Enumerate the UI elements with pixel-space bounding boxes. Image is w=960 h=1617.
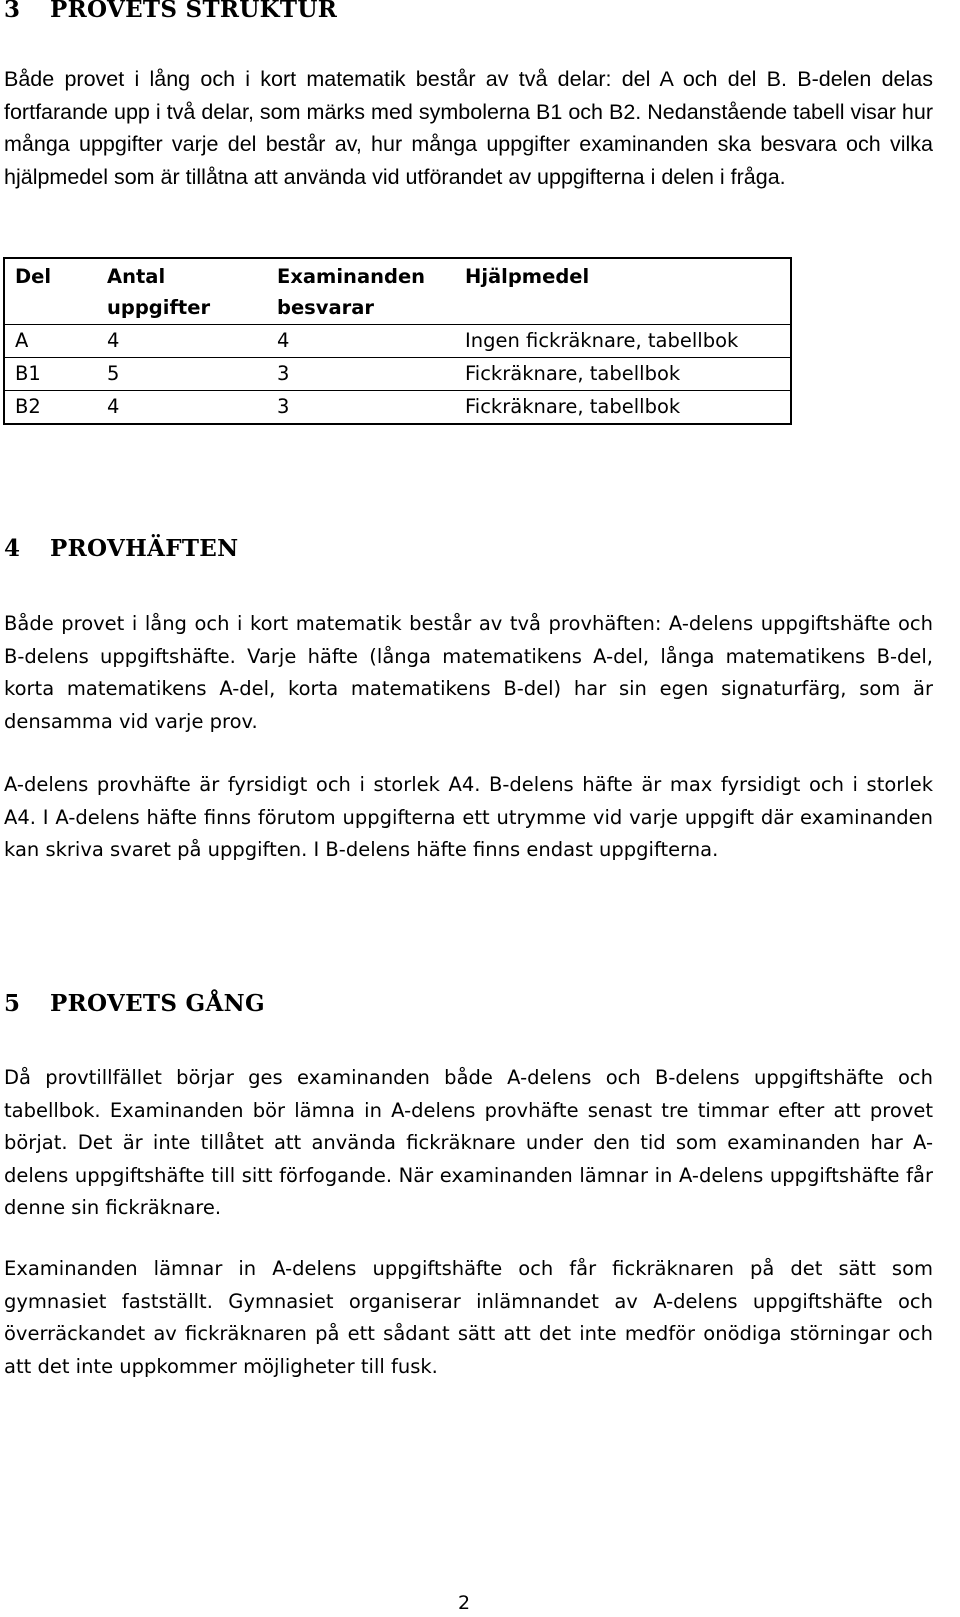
table-cell: 3 [267, 391, 455, 425]
page-number: 2 [458, 1592, 471, 1614]
table-header-cell: Antal uppgifter [107, 265, 211, 319]
section-4-paragraph: A-delens provhäfte är fyrsidigt och i storlek A4. B-delens häfte är max fyrsidigt och i storlek A4. I A-delens häfte finns förutom uppgifterna ett utrymme vid varje uppgift där examinanden kan skriva svaret på uppgiften. I B-delens häfte finns endast uppgifterna. [4, 773, 933, 861]
table-cell: 4 [97, 325, 267, 358]
table-cell: 4 [97, 391, 267, 425]
table-row [4, 391, 791, 425]
table-row [4, 358, 791, 391]
section-heading-5 [4, 990, 265, 1017]
table-header-cell: Examinanden besvarar [277, 265, 426, 319]
table-header-cell: Del [15, 265, 52, 288]
table-cell: Fickräknare, tabellbok [455, 391, 791, 425]
section-title: PROVHÄFTEN [50, 535, 239, 562]
section-number: 3 [4, 0, 21, 23]
section-4-paragraph: Både provet i lång och i kort matematik består av två provhäften: A-delens uppgiftshäfte och B-delens uppgiftshäfte. Varje häfte (långa matematikens A-del, långa matematikens B-del, korta matematikens A-del, korta matematikens B-del) har sin egen signaturfärg, som är densamma vid varje prov. [4, 612, 933, 733]
table-cell: 5 [97, 358, 267, 391]
section-heading-4 [4, 535, 238, 562]
section-title: PROVETS STRUKTUR [50, 0, 338, 23]
section-5-paragraph: Då provtillfället börjar ges examinanden både A-delens och B-delens uppgiftshäfte och tabellbok. Examinanden bör lämna in A-delens provhäfte senast tre timmar efter att provet börjat. Det är inte tillåtet att använda fickräknare under den tid som examinanden har A-delens uppgiftshäfte till sitt förfogande. När examinanden lämnar in A-delens uppgiftshäfte får denne sin fickräknare. [4, 1066, 933, 1219]
section-title: PROVETS GÅNG [50, 990, 265, 1017]
table-header-cell: Hjälpmedel [465, 265, 590, 288]
table-cell: A [4, 325, 97, 358]
table-header-row [4, 258, 791, 325]
table-cell: B1 [4, 358, 97, 391]
table-cell: Fickräknare, tabellbok [455, 358, 791, 391]
section-5-paragraph: Examinanden lämnar in A-delens uppgiftshäfte och får fickräknaren på det sätt som gymnasiet fastställt. Gymnasiet organiserar inlämnandet av A-delens uppgiftshäfte och överräckandet av fickräknaren på ett sådant sätt att det inte medför onödiga störningar och att det inte uppkommer möjligheter till fusk. [4, 1257, 933, 1378]
parts-table [3, 257, 792, 425]
table-cell: 3 [267, 358, 455, 391]
table-cell: Ingen fickräknare, tabellbok [455, 325, 791, 358]
section-3-paragraph: Både provet i lång och i kort matematik består av två delar: del A och del B. B-delen delas fortfarande upp i två delar, som märks med symbolerna B1 och B2. Nedanstående tabell visar hur många uppgifter varje del består av, hur många uppgifter examinanden ska besvara och vilka hjälpmedel som är tillåtna att använda vid utförandet av uppgifterna i delen i fråga. [4, 67, 933, 189]
table-cell: 4 [267, 325, 455, 358]
section-number: 5 [4, 990, 21, 1017]
section-heading-3 [4, 0, 337, 23]
section-number: 4 [4, 535, 21, 562]
table-row [4, 325, 791, 358]
table-cell: B2 [4, 391, 97, 425]
